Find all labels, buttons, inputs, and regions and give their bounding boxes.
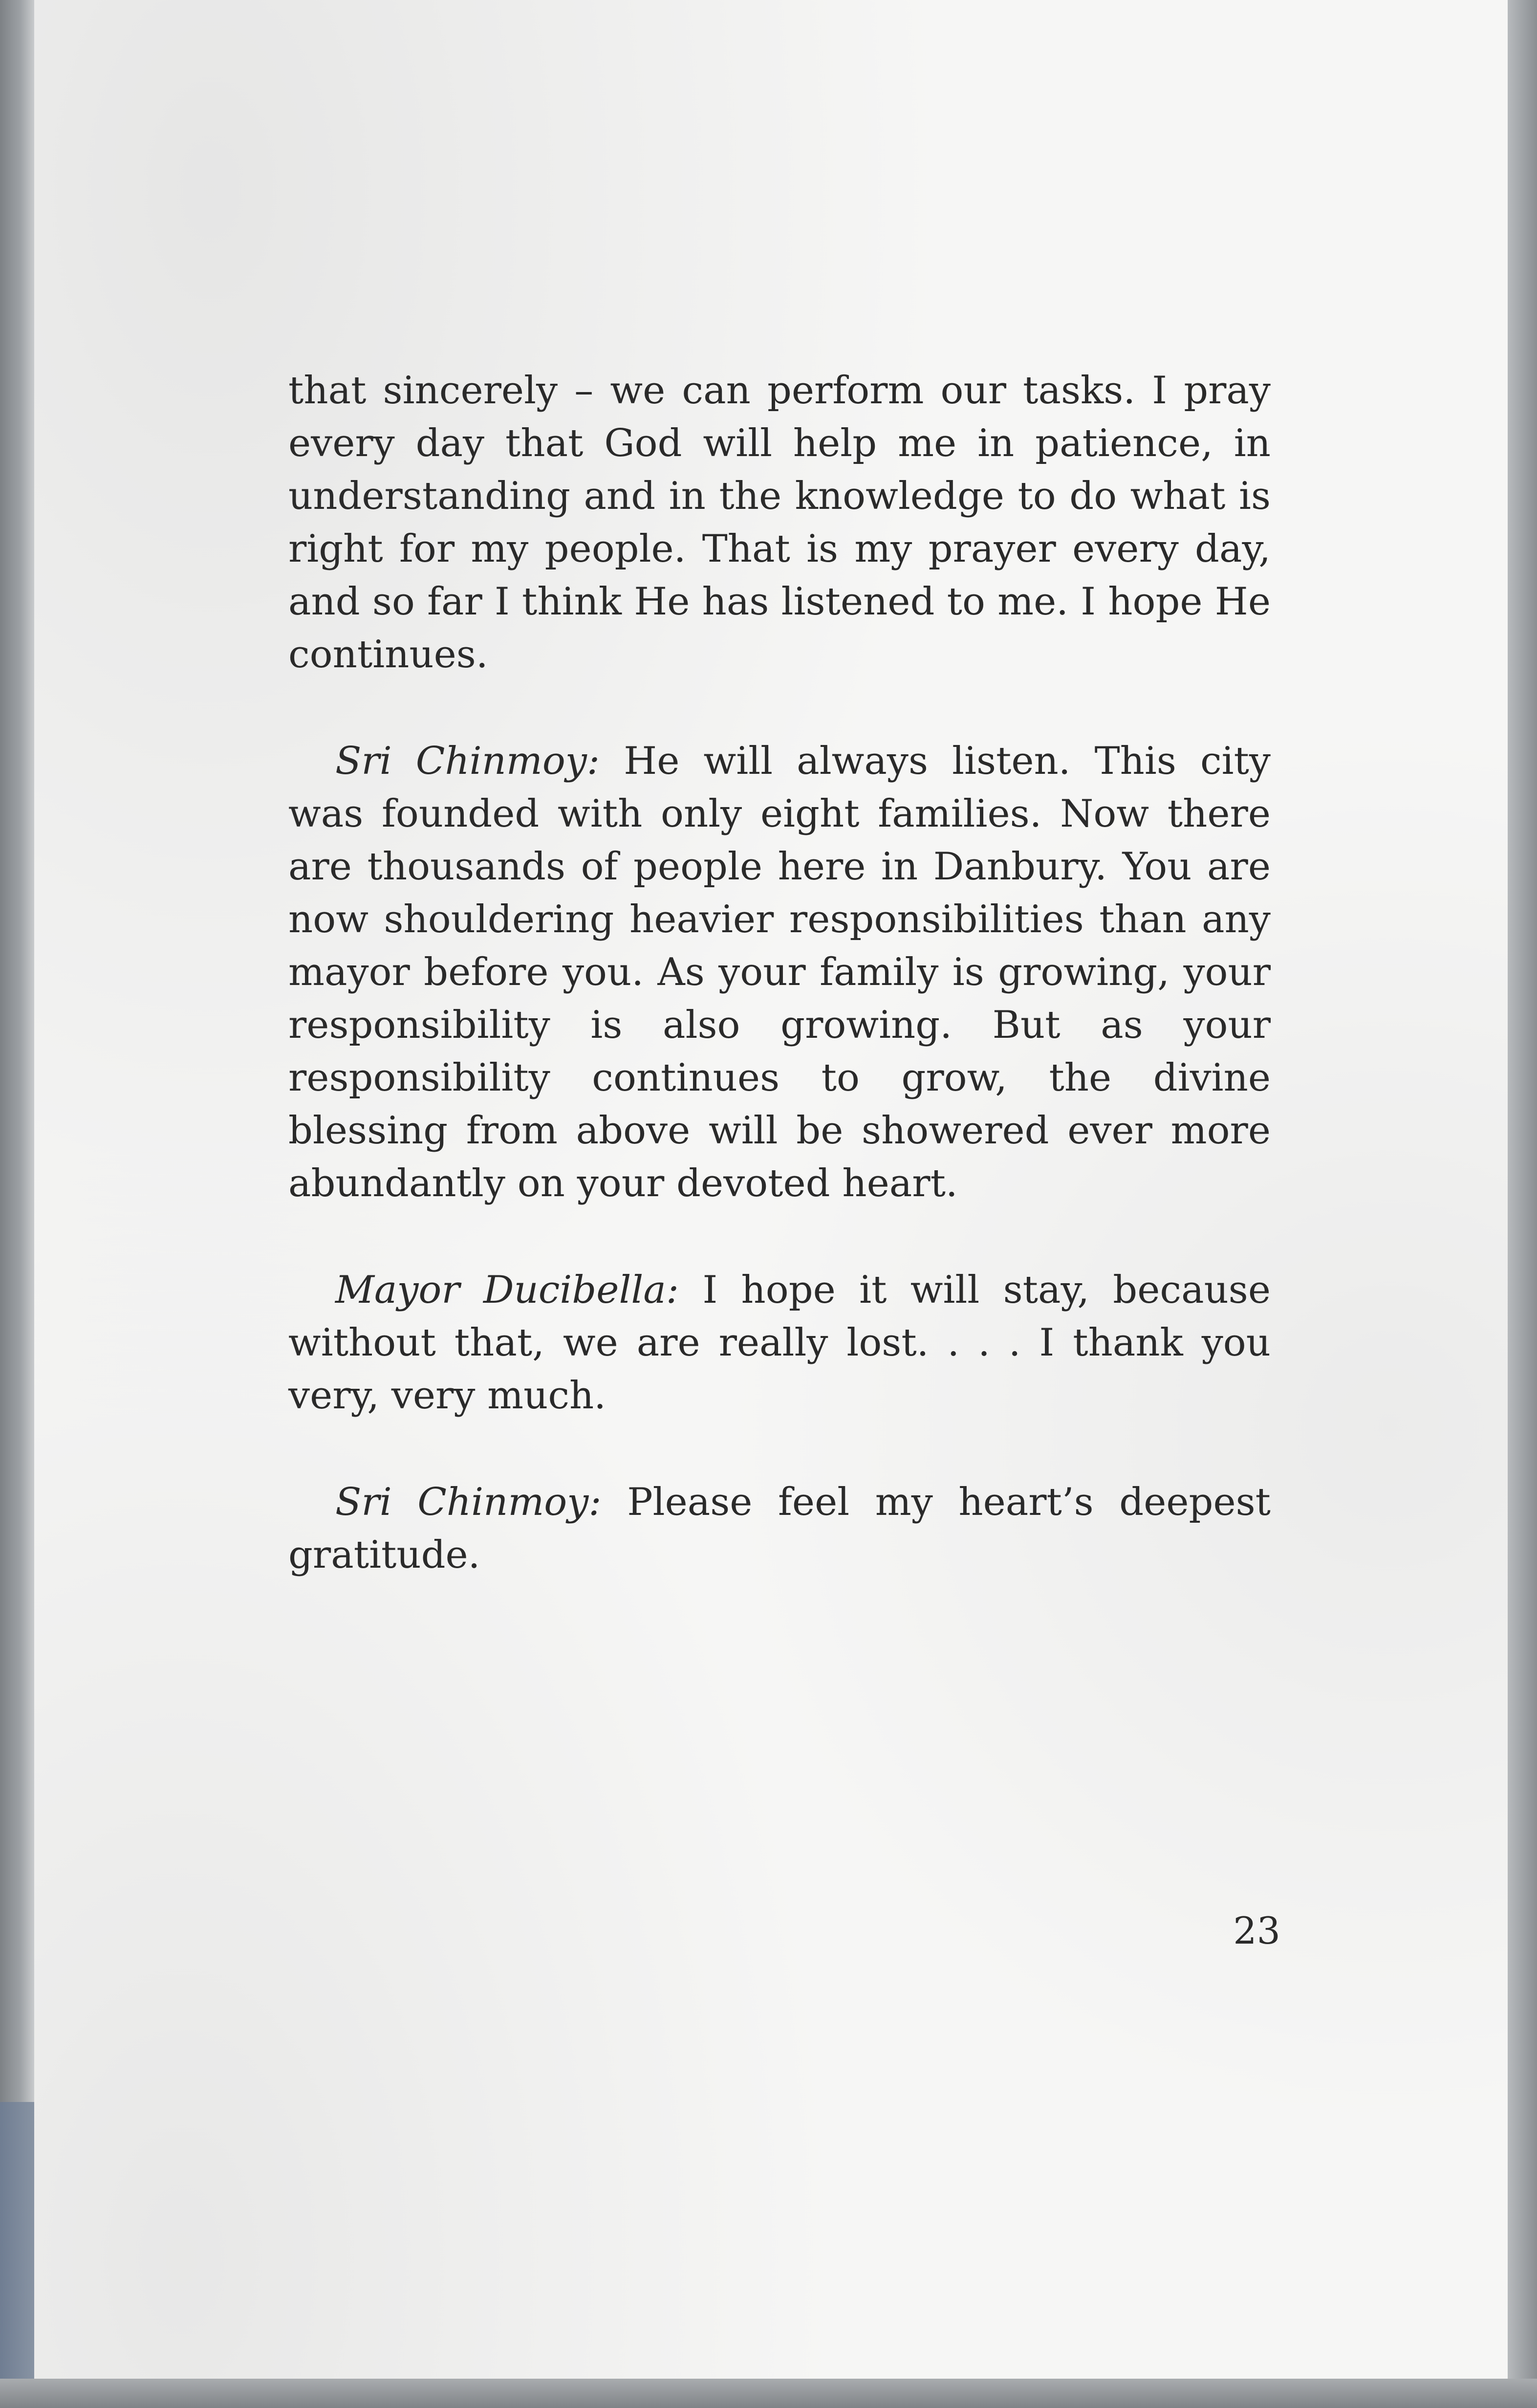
speaker-label: Sri Chinmoy: <box>335 739 600 783</box>
speaker-label: Mayor Ducibella: <box>335 1268 679 1312</box>
speaker-label: Sri Chinmoy: <box>335 1480 602 1524</box>
paragraph-1-text: that sincerely – we can perform our tasks. I pray every day that God will help me in patience, in understanding and in the knowledge to do what is right for my people. That is my prayer every day, and so far I think He has listened to me. I hope He continues. <box>288 369 1271 677</box>
paragraph-4-text: Please feel my heart’s deepest gratitude. <box>288 1480 1271 1577</box>
paragraph-2 <box>288 735 1271 1210</box>
paragraph-3-text: I hope it will stay, because without that, we are really lost. . . . I thank you very, very much. <box>288 1268 1271 1418</box>
paragraph-2-text: He will always listen. This city was founded with only eight families. Now there are thousands of people here in Danbury. You are now shouldering heavier responsibilities than any mayor before you. As your family is growing, your responsibility is also growing. But as your responsibility continues to grow, the divine blessing from above will be showered ever more abundantly on your devoted heart. <box>288 739 1271 1205</box>
right-page-edge <box>1508 0 1537 2408</box>
paragraph-4 <box>288 1476 1271 1581</box>
page-text <box>288 364 1271 1635</box>
paragraph-3 <box>288 1264 1271 1422</box>
paragraph-1 <box>288 364 1271 681</box>
left-binding-edge <box>0 0 34 2408</box>
page-number: 23 <box>1233 1909 1280 1952</box>
bottom-page-edge <box>0 2379 1537 2408</box>
book-page <box>34 0 1508 2379</box>
